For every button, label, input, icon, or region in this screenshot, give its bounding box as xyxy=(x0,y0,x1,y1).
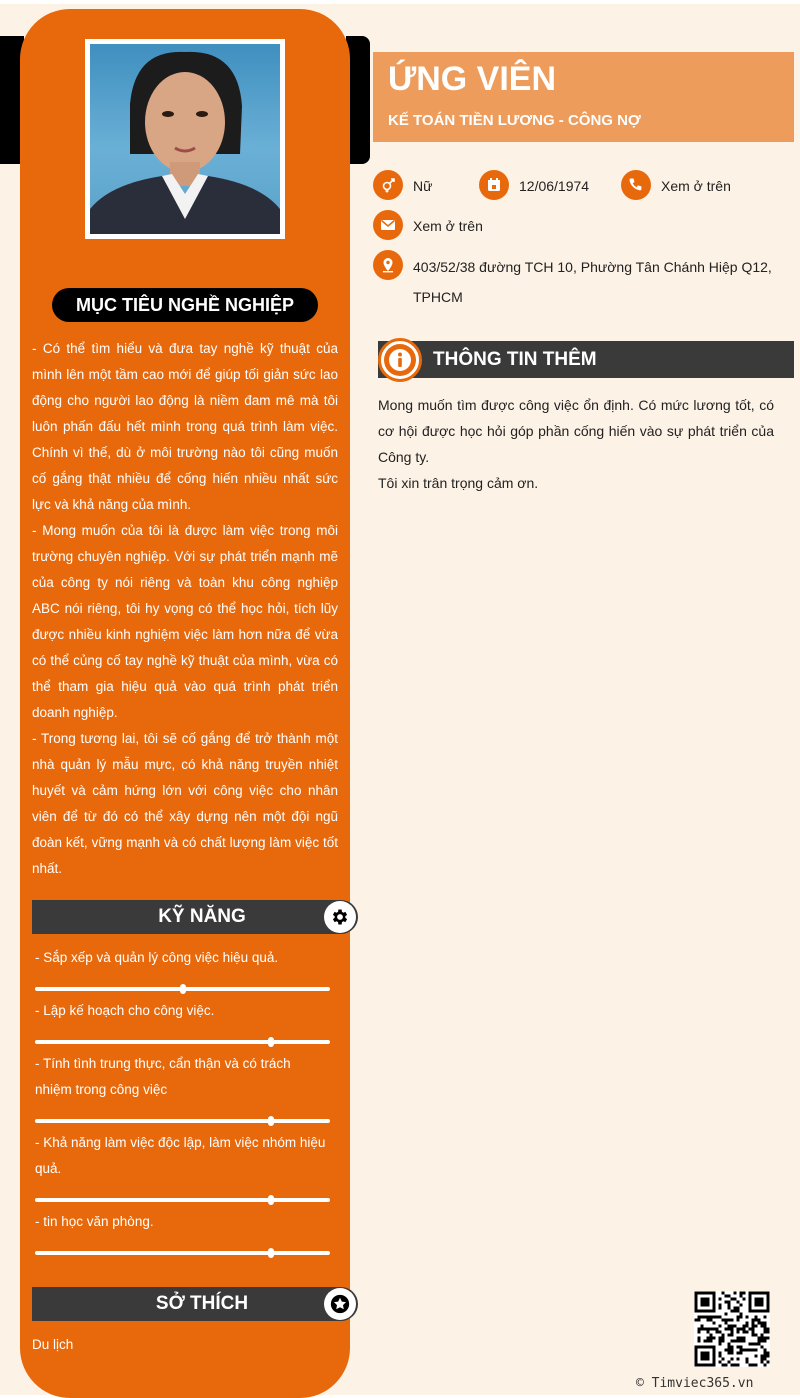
hobbies-title: SỞ THÍCH xyxy=(155,1293,249,1314)
gender-value: Nữ xyxy=(413,178,433,194)
candidate-header xyxy=(373,52,794,142)
skill-label: - Sắp xếp và quản lý công việc hiệu quả. xyxy=(35,950,279,965)
skill-level-bar xyxy=(35,1119,330,1123)
hobbies-header-tab xyxy=(20,1283,32,1325)
skill-level-bar xyxy=(35,987,330,991)
objective-paragraph: - Mong muốn của tôi là được làm việc trong môi trường chuyên nghiệp. Với sự phát triển mạnh mẽ của công ty nói riêng và toàn khu công nghiệp ABC nói riêng, tôi hy vọng có thể học hỏi, tích lũy được nhiều kinh nghiệm việc làm hơn nữa để vừa có thể củng cố tay nghề kỹ thuật của mình, vừa có thể tham gia hiệu quả vào quá trình phát triển doanh nghiệp. xyxy=(32,523,338,720)
hobby-text: Du lịch xyxy=(32,1337,74,1352)
skill-level-knob xyxy=(268,1195,274,1205)
gear-icon xyxy=(324,901,356,933)
gender-icon xyxy=(373,170,403,200)
phone-icon xyxy=(621,170,651,200)
skill-level-bar xyxy=(35,1198,330,1202)
email-value: Xem ở trên xyxy=(413,218,483,234)
candidate-job-title: KẾ TOÁN TIỀN LƯƠNG - CÔNG NỢ xyxy=(388,112,641,129)
info-icon xyxy=(378,338,422,382)
birthdate-value: 12/06/1974 xyxy=(519,178,590,194)
objective-text xyxy=(32,336,338,882)
email-icon xyxy=(373,210,403,240)
skill-level-bar xyxy=(35,1251,330,1255)
additional-info-title: THÔNG TIN THÊM xyxy=(433,349,597,370)
address-value: 403/52/38 đường TCH 10, Phường Tân Chánh Hiệp Q12, TPHCM xyxy=(413,259,772,305)
skill-label: - Tính tình trung thực, cẩn thận và có trách nhiệm trong công việc xyxy=(35,1056,291,1097)
phone-value: Xem ở trên xyxy=(661,178,731,194)
skill-level-knob xyxy=(180,984,186,994)
skills-header xyxy=(32,900,358,934)
candidate-name: ỨNG VIÊN xyxy=(388,60,557,98)
skills-title: KỸ NĂNG xyxy=(158,906,246,927)
profile-photo-image xyxy=(90,44,280,234)
skills-header-tab xyxy=(20,896,32,938)
skill-item xyxy=(35,998,330,1024)
skill-level-knob xyxy=(268,1116,274,1126)
objective-paragraph: - Trong tương lai, tôi sẽ cố gắng để trở thành một nhà quản lý mẫu mực, có khả năng truyền nhiệt huyết và cảm hứng lớn với công việc cho nhân viên để từ đó có thể xây dựng nên một đội ngũ đoàn kết, vững mạnh và có chất lượng làm việc tốt nhất. xyxy=(32,731,338,876)
star-icon xyxy=(324,1288,356,1320)
additional-info-text xyxy=(378,392,774,496)
calendar-icon xyxy=(479,170,509,200)
sidebar xyxy=(20,9,350,1398)
skill-level-knob xyxy=(268,1248,274,1258)
cv-page xyxy=(0,4,800,1395)
additional-info-paragraph: Tôi xin trân trọng cảm ơn. xyxy=(378,475,539,491)
skill-level-bar xyxy=(35,1040,330,1044)
skill-level-knob xyxy=(268,1037,274,1047)
objective-paragraph: - Có thể tìm hiểu và đưa tay nghề kỹ thuật của mình lên một tầm cao mới để giúp tối giản sức lao động cho người lao động là niềm đam mê mà tôi luôn phấn đấu hết mình trong quá trình làm việc. Chính vì thế, dù ở môi trường nào tôi cũng muốn cố gắng thật nhiều để cống hiến nhiều nhất sức lực và khả năng của mình. xyxy=(32,341,338,512)
hobbies-header xyxy=(32,1287,358,1321)
additional-info-paragraph: Mong muốn tìm được công việc ổn định. Có mức lương tốt, có cơ hội được học hỏi góp phần cống hiến vào sự phát triển của Công ty. xyxy=(378,397,774,465)
skill-label: - tin học văn phòng. xyxy=(35,1214,154,1229)
skill-item xyxy=(35,945,330,971)
skill-item xyxy=(35,1130,330,1182)
copyright: © Timviec365.vn xyxy=(636,1376,754,1391)
qr-code xyxy=(694,1291,770,1367)
profile-photo xyxy=(85,39,285,239)
objective-title: MỤC TIÊU NGHỀ NGHIỆP xyxy=(52,288,318,322)
skill-item xyxy=(35,1209,330,1235)
location-icon xyxy=(373,250,403,280)
additional-info-header xyxy=(378,341,794,378)
skill-label: - Khả năng làm việc độc lập, làm việc nhóm hiệu quả. xyxy=(35,1135,326,1176)
skill-label: - Lập kế hoạch cho công việc. xyxy=(35,1003,215,1018)
skill-item xyxy=(35,1051,330,1103)
